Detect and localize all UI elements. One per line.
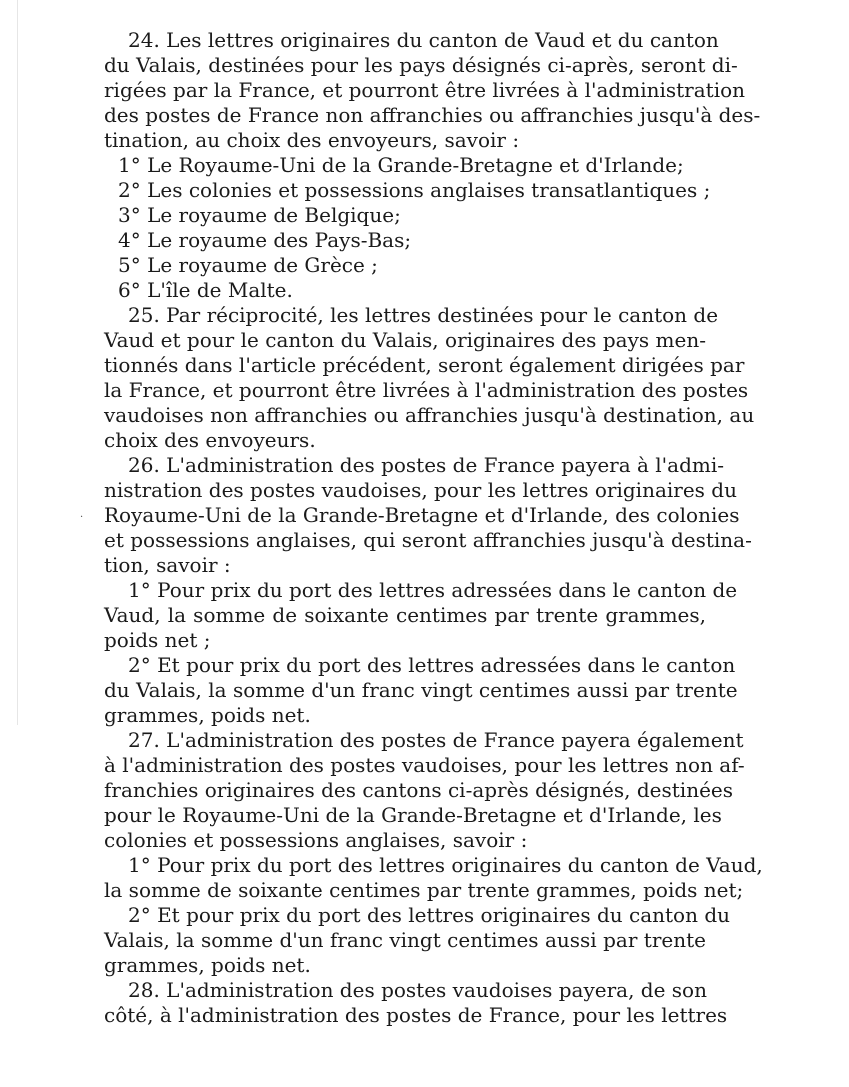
article-26-item-2-line-1: 2° Et pour prix du port des lettres adressées dans le canton (128, 653, 736, 677)
article-26-line-5: tion, savoir : (104, 553, 231, 577)
list-item-5: 5° Le royaume de Grèce ; (118, 253, 378, 277)
article-27-line-2: à l'administration des postes vaudoises, pour les lettres non af- (104, 753, 745, 777)
article-27-line-3: franchies originaires des cantons ci-après désignés, destinées (104, 778, 734, 802)
article-24-line-3: rigées par la France, et pourront être livrées à l'administration (104, 78, 746, 102)
article-27-item-2-line-1: 2° Et pour prix du port des lettres originaires du canton du (128, 903, 731, 927)
article-24-line-1: 24. Les lettres originaires du canton de Vaud et du canton (128, 28, 719, 52)
article-25-line-2: Vaud et pour le canton du Valais, originaires des pays men- (104, 328, 706, 352)
article-26-item-2-line-2: du Valais, la somme d'un franc vingt centimes aussi par trente (104, 678, 738, 702)
article-25-line-3: tionnés dans l'article précédent, seront également dirigées par (104, 353, 745, 377)
article-24-line-5: tination, au choix des envoyeurs, savoir : (104, 128, 520, 152)
article-24-line-2: du Valais, destinées pour les pays désignés ci-après, seront di- (104, 53, 738, 77)
article-27-item-2-line-2: Valais, la somme d'un franc vingt centimes aussi par trente (104, 928, 706, 952)
article-26-item-1-line-3: poids net ; (104, 628, 211, 652)
list-item-1: 1° Le Royaume-Uni de la Grande-Bretagne et d'Irlande; (118, 153, 684, 177)
article-27-line-1: 27. L'administration des postes de France payera également (128, 728, 744, 752)
article-25-line-6: choix des envoyeurs. (104, 428, 316, 452)
article-24-line-4: des postes de France non affranchies ou affranchies jusqu'à des- (104, 103, 761, 127)
article-27-item-2-line-3: grammes, poids net. (104, 953, 311, 977)
article-26-line-3: Royaume-Uni de la Grande-Bretagne et d'Irlande, des colonies (104, 503, 740, 527)
article-26-line-2: nistration des postes vaudoises, pour les lettres originaires du (104, 478, 737, 502)
article-26-line-4: et possessions anglaises, qui seront affranchies jusqu'à destina- (104, 528, 752, 552)
article-27-line-4: pour le Royaume-Uni de la Grande-Bretagne et d'Irlande, les (104, 803, 722, 827)
list-item-2: 2° Les colonies et possessions anglaises transatlantiques ; (118, 178, 711, 202)
list-item-4: 4° Le royaume des Pays-Bas; (118, 228, 412, 252)
article-26-item-1-line-1: 1° Pour prix du port des lettres adressées dans le canton de (128, 578, 738, 602)
article-28-line-2: côté, à l'administration des postes de France, pour les lettres (104, 1003, 728, 1027)
article-28-line-1: 28. L'administration des postes vaudoises payera, de son (128, 978, 707, 1002)
article-25-line-5: vaudoises non affranchies ou affranchies jusqu'à destination, au (104, 403, 755, 427)
list-item-6: 6° L'île de Malte. (118, 278, 293, 302)
article-27-item-1-line-1: 1° Pour prix du port des lettres originaires du canton de Vaud, (128, 853, 763, 877)
article-25-line-1: 25. Par réciprocité, les lettres destinées pour le canton de (128, 303, 719, 327)
stray-mark: · (80, 512, 84, 523)
article-25-line-4: la France, et pourront être livrées à l'administration des postes (104, 378, 749, 402)
article-26-item-2-line-3: grammes, poids net. (104, 703, 311, 727)
list-item-3: 3° Le royaume de Belgique; (118, 203, 401, 227)
article-27-line-5: colonies et possessions anglaises, savoir : (104, 828, 528, 852)
treaty-text (104, 28, 763, 1028)
page-margin-rule (17, 0, 18, 725)
article-26-item-1-line-2: Vaud, la somme de soixante centimes par trente grammes, (104, 603, 706, 627)
article-27-item-1-line-2: la somme de soixante centimes par trente grammes, poids net; (104, 878, 744, 902)
article-26-line-1: 26. L'administration des postes de France payera à l'admi- (128, 453, 725, 477)
